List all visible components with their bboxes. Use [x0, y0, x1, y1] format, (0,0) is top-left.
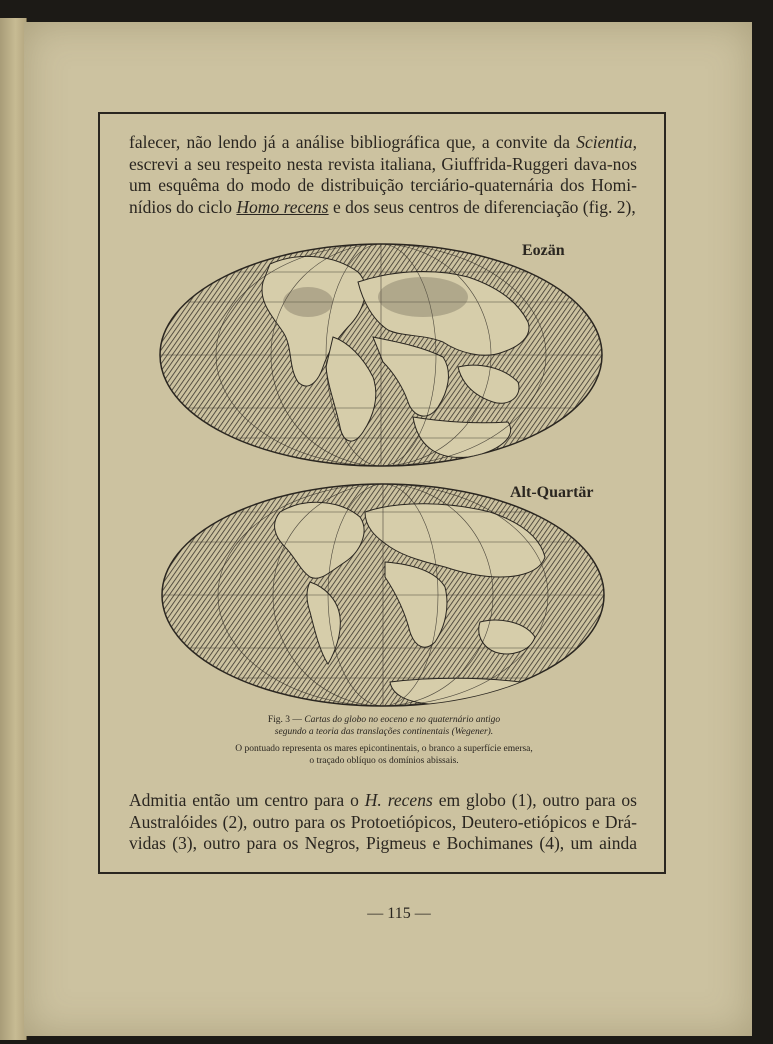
map-label-eocene: Eozän: [522, 242, 565, 259]
bottom-paragraph: [129, 790, 637, 855]
left-page-edge: [0, 18, 27, 1040]
caption-line: O pontuado representa os mares epicontinentais, o branco a superfície emersa,: [235, 744, 533, 754]
paragraph-line: um esquêma do modo de distribuição terciário-quaternária dos Homi-: [129, 175, 637, 195]
page-number: — 115 —: [367, 905, 431, 922]
figure-caption: [174, 714, 594, 767]
quaternary-world-map: [160, 482, 606, 708]
caption-line: o traçado oblíquo os domínios abissais.: [309, 756, 459, 766]
map-label-quaternary: Alt-Quartär: [510, 484, 594, 501]
paragraph-line: vidas (3), outro para os Negros, Pigmeus e Bochimanes (4), um ainda: [129, 833, 637, 853]
paragraph-line: Australóides (2), outro para os Protoetiópicos, Deutero-etiópicos e Drá-: [129, 811, 637, 832]
paragraph-line: nídios do ciclo Homo recens e dos seus centros de diferenciação (fig. 2),: [129, 196, 636, 217]
eocene-world-map: [158, 242, 604, 468]
paragraph-line: Admitia então um centro para o H. recens em globo (1), outro para os: [129, 790, 637, 810]
caption-line: Fig. 3 — Cartas do globo no eoceno e no quaternário antigo: [267, 715, 501, 725]
paragraph-line: escrevi a seu respeito nesta revista italiana, Giuffrida-Ruggeri dava-nos: [129, 153, 637, 174]
caption-line: segundo a teoria das translações continentais (Wegener).: [274, 727, 494, 737]
book-page: [24, 22, 752, 1036]
paragraph-line: falecer, não lendo já a análise bibliográfica que, a convite da Scientia,: [129, 132, 637, 152]
top-paragraph: [129, 132, 637, 218]
